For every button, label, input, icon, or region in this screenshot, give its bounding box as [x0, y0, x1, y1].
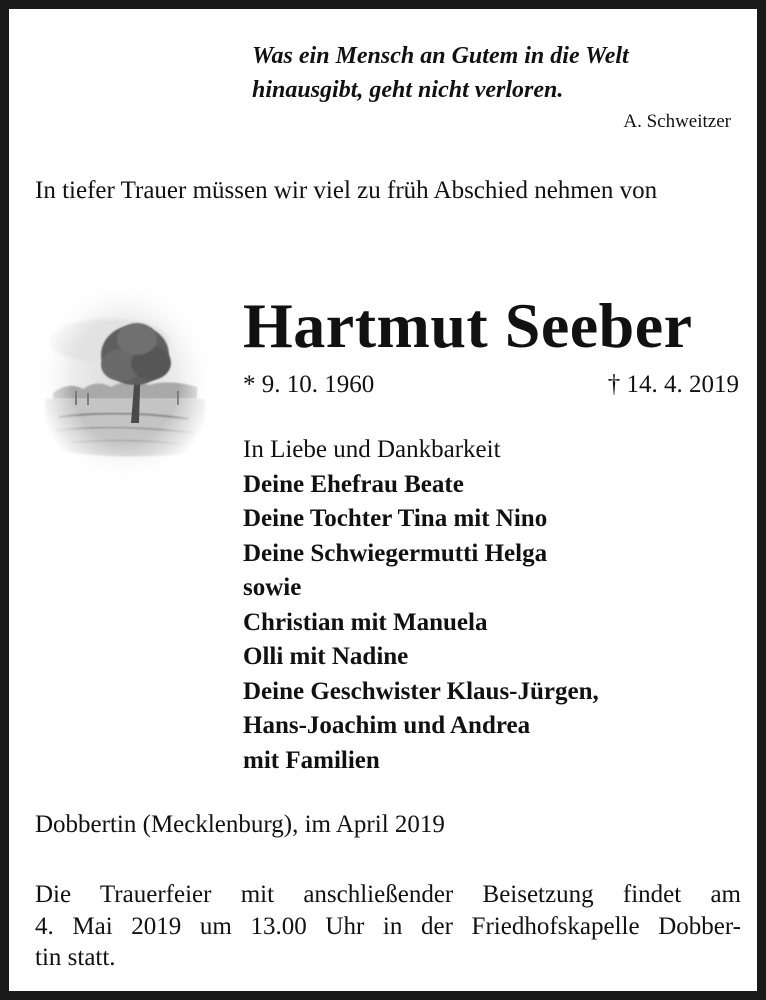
quote-line-2: hinausgibt, geht nicht verloren. — [252, 77, 564, 103]
mourners-list — [243, 433, 723, 778]
ceremony-line-2: 4. Mai 2019 um 13.00 Uhr in der Friedhofskapelle Dobber- — [35, 912, 741, 940]
family-opening: In Liebe und Dankbarkeit — [243, 436, 501, 463]
death-date: † 14. 4. 2019 — [607, 371, 739, 398]
intro-text: In tiefer Trauer müssen wir viel zu früh Abschied nehmen von — [35, 177, 658, 204]
mourner-line: Christian mit Manuela — [243, 608, 488, 636]
mourner-line: mit Familien — [243, 746, 380, 774]
quote — [252, 39, 732, 107]
mourner-line: Deine Ehefrau Beate — [243, 470, 464, 498]
life-dates — [243, 369, 739, 401]
mourner-line: Deine Geschwister Klaus-Jürgen, — [243, 677, 599, 705]
mourner-line: sowie — [243, 574, 302, 601]
quote-author: A. Schweitzer — [623, 111, 731, 132]
quote-line-1: Was ein Mensch an Gutem in die Welt — [252, 43, 629, 69]
mourner-line: Deine Schwiegermutti Helga — [243, 539, 548, 567]
birth-date: * 9. 10. 1960 — [243, 371, 375, 398]
tree-landscape-image — [39, 281, 211, 479]
mourner-line: Olli mit Nadine — [243, 643, 409, 670]
mourner-line: Deine Tochter Tina mit Nino — [243, 505, 548, 532]
funeral-information — [35, 879, 741, 974]
mourner-line: Hans-Joachim und Andrea — [243, 712, 531, 739]
deceased-name: Hartmut Seeber — [243, 290, 693, 361]
ceremony-line-3: tin statt. — [35, 944, 116, 971]
place-and-date: Dobbertin (Mecklenburg), im April 2019 — [35, 811, 445, 838]
ceremony-line-1: Die Trauerfeier mit anschließender Beisetzung findet am — [35, 881, 741, 908]
